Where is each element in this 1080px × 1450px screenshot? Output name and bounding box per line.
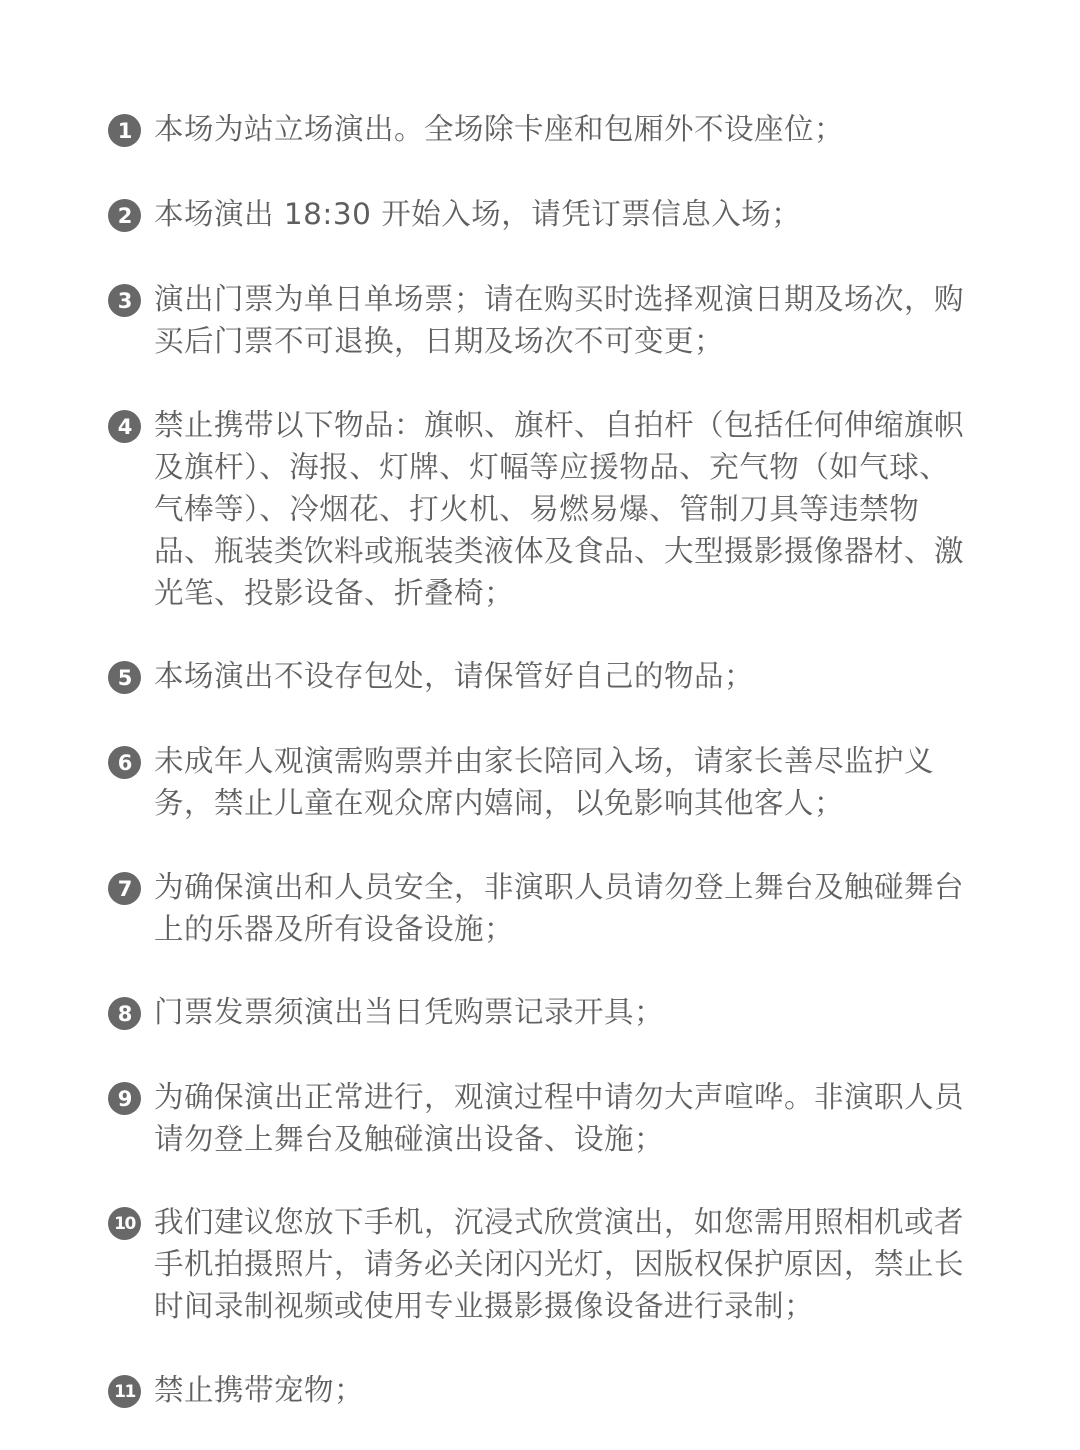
notice-text: 禁止携带宠物； — [154, 1373, 365, 1407]
number-badge: 5 — [108, 661, 141, 694]
notice-text: 为确保演出正常进行，观演过程中请勿大声喧哗。非演职人员请勿登上舞台及触碰演出设备、设施； — [154, 1080, 965, 1156]
notice-text: 本场演出不设存包处，请保管好自己的物品； — [154, 659, 755, 693]
notice-text: 门票发票须演出当日凭购票记录开具； — [154, 995, 665, 1029]
notice-item-2 — [108, 193, 968, 235]
notice-item-1 — [108, 108, 968, 150]
notice-text: 未成年人观演需购票并由家长陪同入场，请家长善尽监护义务，禁止儿童在观众席内嬉闹，以免影响其他客人； — [154, 744, 935, 820]
notice-text: 演出门票为单日单场票；请在购买时选择观演日期及场次，购买后门票不可退换，日期及场次不可变更； — [154, 282, 965, 358]
number-badge: 4 — [108, 410, 141, 443]
notice-item-10 — [108, 1201, 968, 1327]
notice-item-11 — [108, 1369, 968, 1411]
number-badge: 2 — [108, 199, 141, 232]
notice-text: 为确保演出和人员安全，非演职人员请勿登上舞台及触碰舞台上的乐器及所有设备设施； — [154, 870, 965, 946]
notice-item-4 — [108, 404, 968, 614]
notice-item-3 — [108, 278, 968, 362]
number-badge: 1 — [108, 114, 141, 147]
notice-text: 禁止携带以下物品：旗帜、旗杆、自拍杆（包括任何伸缩旗帜及旗杆）、海报、灯牌、灯幅等应援物品、充气物（如气球、气棒等）、冷烟花、打火机、易燃易爆、管制刀具等违禁物品、瓶装类饮料或瓶装类液体及食品、大型摄影摄像器材、激光笔、投影设备、折叠椅； — [154, 408, 965, 610]
notice-item-5 — [108, 655, 968, 697]
number-badge: 9 — [108, 1082, 141, 1115]
notice-item-9 — [108, 1076, 968, 1160]
number-badge: 7 — [108, 872, 141, 905]
notice-text: 本场为站立场演出。全场除卡座和包厢外不设座位； — [154, 112, 845, 146]
notice-text: 本场演出 18:30 开始入场，请凭订票信息入场； — [154, 197, 802, 231]
notice-item-6 — [108, 740, 968, 824]
number-badge: 11 — [108, 1375, 141, 1408]
number-badge: 8 — [108, 997, 141, 1030]
number-badge: 6 — [108, 746, 141, 779]
notice-item-8 — [108, 991, 968, 1033]
notice-text: 我们建议您放下手机，沉浸式欣赏演出，如您需用照相机或者手机拍摄照片，请务必关闭闪光灯，因版权保护原因，禁止长时间录制视频或使用专业摄影摄像设备进行录制； — [154, 1205, 965, 1323]
number-badge: 3 — [108, 284, 141, 317]
number-badge: 10 — [108, 1207, 141, 1240]
notice-item-7 — [108, 866, 968, 950]
